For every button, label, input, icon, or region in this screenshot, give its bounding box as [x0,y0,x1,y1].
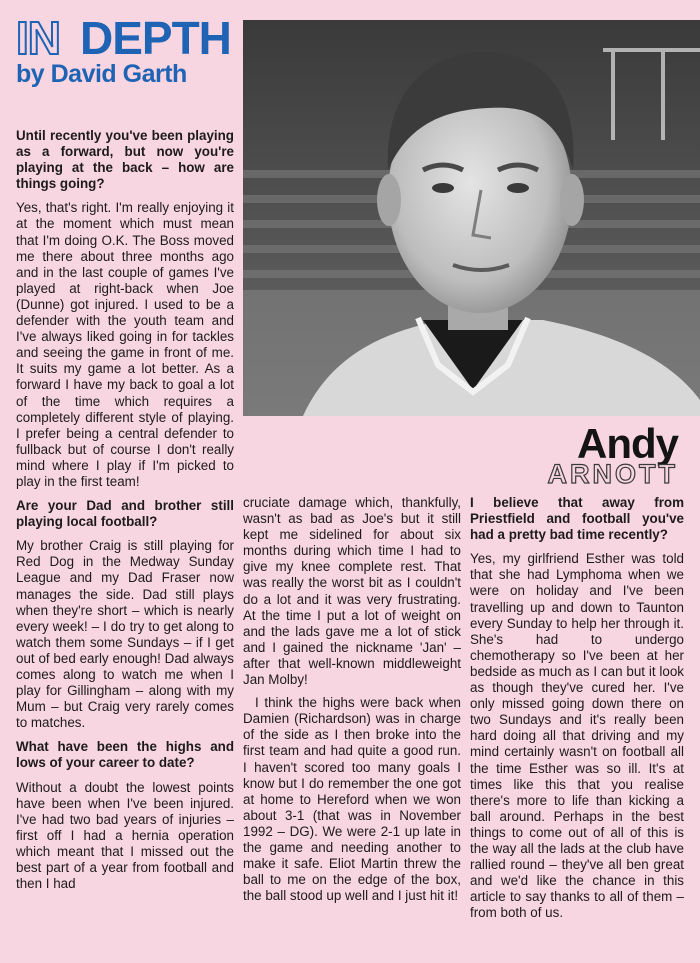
article-column-3 [470,495,684,928]
title-solid-word: DEPTH [80,12,231,64]
player-photo [243,20,700,416]
answer-3-continued: cruciate damage which, thankfully, wasn't as bad as Joe's but it still kept me sidelined for about six months during which time I had to give my knee complete rest. That was really the worst bit as I couldn't do a lot and it was very frustrating. At the time I put a lot of weight on and the lads gave me a lot of stick and I gained the nickname 'Jan' – after that well-known middleweight Jan Molby! [243,495,461,688]
player-last-name: ARNOTT [547,459,678,489]
question-4: I believe that away from Priestfield and football you've had a pretty bad time recently? [470,495,684,543]
player-first-name: Andy [577,420,678,467]
title-outline-word: IN [16,12,60,64]
article-column-2 [243,495,461,911]
question-1: Until recently you've been playing as a forward, but now you're playing at the back – how are things going? [16,128,234,192]
article-column-1 [16,120,234,899]
answer-2: My brother Craig is still playing for Red Dog in the Medway Sunday League and my Dad Fraser now manages the side. Dad still plays when they're short – which is nearly every week! – I do try to get along to watch them some Sundays – if I get out of bed early enough! Dad always comes along to watch me when I play for Gillingham – along with my Mum – but Craig very rarely comes to matches. [16,538,234,731]
question-2: Are your Dad and brother still playing local football? [16,498,234,530]
answer-3: Without a doubt the lowest points have been when I've been injured. I've had two bad years of injuries – first off I had a hernia operation which meant that I missed out the best part of a year from football and then I had [16,779,234,892]
answer-1: Yes, that's right. I'm really enjoying it at the moment which must mean that I'm doing O.K. The Boss moved me there about three months ago and in the last couple of games I've played at right-back when Joe (Dunne) got injured. I used to be a defender with the youth team and I've always liked going in for tackles and seeing the game in front of me. It suits my game a lot better. As a forward I have my back to goal a lot of the time which requires a completely different style of playing. I prefer being a central defender to fullback but of course I don't really mind where I play if I'm picked to play in the first team! [16,200,234,489]
answer-4: Yes, my girlfriend Esther was told that she had Lymphoma when we were on holiday and I've been travelling up and down to Taunton every Sunday to help her through it. She's had to undergo chemotherapy so I've been at her bedside as much as I can but it look as though they've cured her. I've only missed going down there on two Sundays and it's really been hard doing all that driving and my mind certainly wasn't on football all the time Esther was so ill. It's at times like this that you realise there's more to life than kicking a ball around. Perhaps in the best things to come out of all of this is the way all the lads at the club have rallied round – they've all ben great and we'd like the chance in this article to say thanks to all of them – from both of us. [470,551,684,921]
question-3: What have been the highs and lows of your career to date? [16,739,234,771]
answer-3-highs: I think the highs were back when Damien (Richardson) was in charge of the side as I then broke into the first team and had quite a good run. I haven't scored too many goals I know but I do remember the one got at home to Hereford when we won about 3-1 (that was in November 1992 – DG). We were 2-1 up late in the game and needing another to make it safe. Eliot Martin threw the ball to me on the edge of the box, the ball stood up well and I just hit it! [243,695,461,904]
byline: by David Garth [16,60,187,88]
